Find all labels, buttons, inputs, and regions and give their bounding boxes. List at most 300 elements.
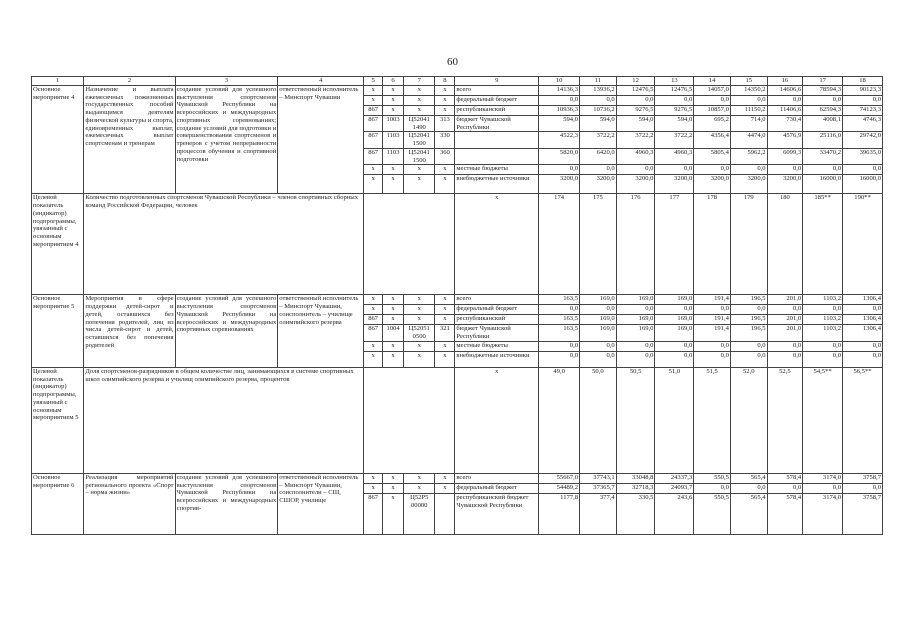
header-cell: 14 <box>694 77 731 86</box>
code-cell: x <box>435 351 455 367</box>
indicator-value-cell: 177 <box>655 194 694 295</box>
value-cell: 32718,3 <box>616 483 655 493</box>
value-cell: 11406,6 <box>767 105 803 115</box>
value-cell: 0,0 <box>580 165 617 175</box>
indicator-value-cell: 54,5** <box>803 367 843 473</box>
event-cell: Основное мероприятие 5 <box>32 295 84 368</box>
value-cell: 11150,2 <box>730 105 767 115</box>
code-cell: 1004 <box>383 325 404 342</box>
code-cell: x <box>383 493 404 534</box>
source-cell: республиканский <box>455 105 539 115</box>
value-cell: 3200,0 <box>655 175 694 194</box>
value-cell: 74123,3 <box>843 105 883 115</box>
value-cell: 4576,9 <box>767 132 803 149</box>
source-cell: всего <box>455 85 539 95</box>
value-cell: 14350,2 <box>730 85 767 95</box>
code-cell: x <box>404 95 435 105</box>
value-cell: 16000,0 <box>803 175 843 194</box>
indicator-value-cell: 179 <box>730 194 767 295</box>
code-cell: x <box>404 85 435 95</box>
value-cell: 196,5 <box>730 315 767 325</box>
code-cell: x <box>435 483 455 493</box>
indicator-value-cell: 185** <box>803 194 843 295</box>
source-cell: республиканский бюджет Чувашской Республики <box>455 493 539 534</box>
code-cell: x <box>364 175 383 194</box>
value-cell: 0,0 <box>730 483 767 493</box>
value-cell: 14606,6 <box>767 85 803 95</box>
value-cell: 0,0 <box>694 95 731 105</box>
value-cell: 714,0 <box>730 115 767 132</box>
value-cell: 25116,0 <box>803 132 843 149</box>
code-cell: x <box>364 473 383 483</box>
value-cell: 16000,0 <box>843 175 883 194</box>
source-cell: внебюджетные источники <box>455 175 539 194</box>
value-cell: 0,0 <box>803 351 843 367</box>
value-cell: 163,5 <box>539 325 580 342</box>
value-cell: 4474,0 <box>730 132 767 149</box>
value-cell: 3174,0 <box>803 473 843 483</box>
code-cell: x <box>435 295 455 305</box>
code-cell: x <box>383 175 404 194</box>
value-cell: 0,0 <box>843 165 883 175</box>
indicator-value-cell: 176 <box>616 194 655 295</box>
value-cell: 90123,3 <box>843 85 883 95</box>
code-cell: x <box>435 85 455 95</box>
code-cell: x <box>383 341 404 351</box>
value-cell: 0,0 <box>843 305 883 315</box>
header-cell: 3 <box>175 77 278 86</box>
code-cell: x <box>435 341 455 351</box>
code-cell: 867 <box>364 148 383 165</box>
value-cell: 0,0 <box>803 483 843 493</box>
value-cell: 39635,0 <box>843 148 883 165</box>
header-cell: 6 <box>383 77 404 86</box>
indicator-value-cell: 178 <box>694 194 731 295</box>
value-cell: 0,0 <box>539 305 580 315</box>
value-cell: 4960,3 <box>655 148 694 165</box>
value-cell: 0,0 <box>694 351 731 367</box>
value-cell: 0,0 <box>730 341 767 351</box>
value-cell: 695,2 <box>694 115 731 132</box>
code-cell: x <box>404 483 435 493</box>
value-cell: 12476,5 <box>616 85 655 95</box>
value-cell: 0,0 <box>616 165 655 175</box>
source-cell: федеральный бюджет <box>455 305 539 315</box>
code-cell: x <box>383 473 404 483</box>
value-cell: 330,5 <box>616 493 655 534</box>
source-cell: местные бюджеты <box>455 341 539 351</box>
header-cell: 8 <box>435 77 455 86</box>
code-cell: x <box>404 105 435 115</box>
value-cell: 169,0 <box>655 315 694 325</box>
value-cell: 169,0 <box>655 325 694 342</box>
source-cell: всего <box>455 473 539 483</box>
source-cell <box>455 132 539 149</box>
source-cell: бюджет Чувашской Республики <box>455 325 539 342</box>
indicator-value-cell: 174 <box>539 194 580 295</box>
value-cell: 55667,0 <box>539 473 580 483</box>
code-cell: 360 <box>435 148 455 165</box>
value-cell: 565,4 <box>730 473 767 483</box>
code-cell: Ц52P5 00000 <box>404 493 435 534</box>
value-cell: 4522,3 <box>539 132 580 149</box>
code-cell: x <box>435 105 455 115</box>
code-cell: 867 <box>364 105 383 115</box>
value-cell: 3722,2 <box>580 132 617 149</box>
responsible-cell: ответственный исполнитель – Минспорт Чувашии <box>278 85 364 194</box>
value-cell: 594,0 <box>655 115 694 132</box>
value-cell: 3200,0 <box>767 175 803 194</box>
table-row <box>32 295 883 305</box>
code-cell: 867 <box>364 115 383 132</box>
value-cell: 12476,5 <box>655 85 694 95</box>
value-cell: 201,0 <box>767 295 803 305</box>
value-cell: 0,0 <box>580 351 617 367</box>
value-cell: 3722,2 <box>655 132 694 149</box>
code-cell: x <box>364 295 383 305</box>
code-cell: 313 <box>435 115 455 132</box>
indicator-value-cell: 51,0 <box>655 367 694 473</box>
code-cell: x <box>383 305 404 315</box>
code-cell: x <box>383 351 404 367</box>
value-cell: 3758,7 <box>843 493 883 534</box>
value-cell: 0,0 <box>843 341 883 351</box>
code-cell: 867 <box>364 132 383 149</box>
value-cell: 0,0 <box>616 351 655 367</box>
value-cell: 0,0 <box>616 341 655 351</box>
indicator-blank-cell <box>364 367 455 473</box>
code-cell: x <box>383 105 404 115</box>
code-cell: 1103 <box>383 148 404 165</box>
value-cell: 10736,2 <box>580 105 617 115</box>
budget-table <box>31 76 883 535</box>
source-cell: федеральный бюджет <box>455 95 539 105</box>
value-cell: 13936,2 <box>580 85 617 95</box>
value-cell: 62594,3 <box>803 105 843 115</box>
value-cell: 10936,3 <box>539 105 580 115</box>
value-cell: 0,0 <box>580 95 617 105</box>
value-cell: 1103,2 <box>803 315 843 325</box>
indicator-value-cell: 52,5 <box>767 367 803 473</box>
value-cell: 0,0 <box>580 341 617 351</box>
indicator-value-cell: 180 <box>767 194 803 295</box>
source-cell: федеральный бюджет <box>455 483 539 493</box>
indicator-row <box>32 194 883 295</box>
value-cell: 0,0 <box>843 351 883 367</box>
header-cell: 2 <box>84 77 175 86</box>
source-cell: внебюджетные источники <box>455 351 539 367</box>
code-cell: x <box>383 483 404 493</box>
value-cell: 33470,2 <box>803 148 843 165</box>
value-cell: 4960,3 <box>616 148 655 165</box>
value-cell: 3200,0 <box>580 175 617 194</box>
value-cell: 191,4 <box>694 325 731 342</box>
code-cell: Ц52041 1500 <box>404 132 435 149</box>
value-cell: 37743,1 <box>580 473 617 483</box>
value-cell: 0,0 <box>767 165 803 175</box>
value-cell: 0,0 <box>655 351 694 367</box>
code-cell: x <box>404 305 435 315</box>
value-cell: 6099,3 <box>767 148 803 165</box>
value-cell: 0,0 <box>655 165 694 175</box>
value-cell: 1306,4 <box>843 315 883 325</box>
value-cell: 191,4 <box>694 315 731 325</box>
code-cell: x <box>435 165 455 175</box>
code-cell: x <box>404 165 435 175</box>
code-cell: x <box>435 473 455 483</box>
event-name-cell: Назначение и выплата ежемесячных пожизненных государственных пособий выдающимся деятелям физической культуры и спорта, единовременных выплат, ежемесячных выплат спортсменам и тренерам <box>84 85 175 194</box>
code-cell: x <box>364 305 383 315</box>
code-cell: x <box>435 305 455 315</box>
code-cell: x <box>404 315 435 325</box>
table-row <box>32 473 883 483</box>
event-cell: Основное мероприятие 6 <box>32 473 84 534</box>
header-cell: 10 <box>539 77 580 86</box>
value-cell: 3722,2 <box>616 132 655 149</box>
header-cell: 18 <box>843 77 883 86</box>
value-cell: 0,0 <box>767 95 803 105</box>
code-cell: x <box>383 165 404 175</box>
event-name-cell: Мероприятия в сфере поддержки детей-сирот и детей, оставшихся без попечения родителей, лиц из числа детей-сирот и детей, оставшихся без попечения родителей <box>84 295 175 368</box>
code-cell: x <box>435 175 455 194</box>
value-cell: 169,0 <box>580 315 617 325</box>
value-cell: 0,0 <box>655 95 694 105</box>
code-cell: 1103 <box>383 132 404 149</box>
value-cell: 0,0 <box>730 305 767 315</box>
header-cell: 13 <box>655 77 694 86</box>
value-cell: 78594,3 <box>803 85 843 95</box>
value-cell: 730,4 <box>767 115 803 132</box>
value-cell: 14057,0 <box>694 85 731 95</box>
value-cell: 0,0 <box>580 305 617 315</box>
indicator-value-cell: 50,0 <box>580 367 617 473</box>
value-cell: 0,0 <box>539 95 580 105</box>
value-cell: 0,0 <box>767 351 803 367</box>
goal-cell: создание условий для успешного выступления спортсменов Чувашской Республики на всероссийских и международных спортив- <box>175 473 278 534</box>
code-cell: 330 <box>435 132 455 149</box>
header-cell: 7 <box>404 77 435 86</box>
goal-cell: создание условий для успешного выступления спортсменов Чувашской Республики на всероссийских и международных спортивных соревнованиях; создание условий для подготовки и совершенствования спортсменов и тренеров с учетом непрерывности процессов обучения и спортивной подготовки <box>175 85 278 194</box>
value-cell: 594,0 <box>616 115 655 132</box>
value-cell: 169,0 <box>616 295 655 305</box>
value-cell: 578,4 <box>767 493 803 534</box>
code-cell <box>435 493 455 534</box>
table-row <box>32 85 883 95</box>
event-cell: Основное мероприятие 4 <box>32 85 84 194</box>
value-cell: 0,0 <box>803 165 843 175</box>
value-cell: 169,0 <box>580 295 617 305</box>
code-cell: Ц52041 1500 <box>404 148 435 165</box>
value-cell: 169,0 <box>580 325 617 342</box>
value-cell: 0,0 <box>655 305 694 315</box>
value-cell: 196,5 <box>730 325 767 342</box>
value-cell: 0,0 <box>803 95 843 105</box>
responsible-cell: ответственный исполнитель – Минспорт Чувашии, соисполнитель – училище олимпийского резерва <box>278 295 364 368</box>
value-cell: 9276,5 <box>616 105 655 115</box>
indicator-text-cell: Количество подготовленных спортсменов Чувашской Республики – членов спортивных сборных команд Российской Федерации, человек <box>84 194 364 295</box>
indicator-value-cell: 56,5** <box>843 367 883 473</box>
header-cell: 11 <box>580 77 617 86</box>
value-cell: 3200,0 <box>539 175 580 194</box>
code-cell: 1003 <box>383 115 404 132</box>
value-cell: 54489,2 <box>539 483 580 493</box>
value-cell: 4746,3 <box>843 115 883 132</box>
value-cell: 0,0 <box>767 305 803 315</box>
code-cell: x <box>404 473 435 483</box>
value-cell: 0,0 <box>694 305 731 315</box>
value-cell: 169,0 <box>655 295 694 305</box>
code-cell: x <box>383 85 404 95</box>
value-cell: 201,0 <box>767 325 803 342</box>
responsible-cell: ответственный исполнитель – Минспорт Чувашии, соисполнители – СШ, СШОР, училище <box>278 473 364 534</box>
source-cell: всего <box>455 295 539 305</box>
code-cell: x <box>404 351 435 367</box>
header-cell: 15 <box>730 77 767 86</box>
code-cell: x <box>404 341 435 351</box>
value-cell: 0,0 <box>803 305 843 315</box>
value-cell: 0,0 <box>539 341 580 351</box>
value-cell: 24337,3 <box>655 473 694 483</box>
header-cell: 1 <box>32 77 84 86</box>
value-cell: 578,4 <box>767 473 803 483</box>
value-cell: 29742,0 <box>843 132 883 149</box>
header-cell: 12 <box>616 77 655 86</box>
source-cell: местные бюджеты <box>455 165 539 175</box>
indicator-unit-cell: x <box>455 194 539 295</box>
event-name-cell: Реализация мероприятий регионального проекта «Спорт – норма жизни» <box>84 473 175 534</box>
indicator-unit-cell: x <box>455 367 539 473</box>
indicator-value-cell: 52,0 <box>730 367 767 473</box>
source-cell <box>455 148 539 165</box>
indicator-row <box>32 367 883 473</box>
value-cell: 3174,0 <box>803 493 843 534</box>
indicator-text-cell: Доля спортсменов-разрядников в общем количестве лиц, занимающихся в системе спортивных школ олимпийского резерва и училищ олимпийского резерва, процентов <box>84 367 364 473</box>
value-cell: 37365,7 <box>580 483 617 493</box>
value-cell: 0,0 <box>539 165 580 175</box>
value-cell: 9276,5 <box>655 105 694 115</box>
indicator-value-cell: 49,0 <box>539 367 580 473</box>
header-cell: 16 <box>767 77 803 86</box>
header-cell: 17 <box>803 77 843 86</box>
value-cell: 201,0 <box>767 315 803 325</box>
value-cell: 169,0 <box>616 315 655 325</box>
code-cell: 867 <box>364 493 383 534</box>
code-cell: x <box>383 295 404 305</box>
value-cell: 1103,2 <box>803 295 843 305</box>
value-cell: 1103,2 <box>803 325 843 342</box>
page-number: 60 <box>447 56 458 68</box>
value-cell: 3758,7 <box>843 473 883 483</box>
indicator-label-cell: Целевой показатель (индикатор) подпрограммы, увязанный с основным мероприятием 5 <box>32 367 84 473</box>
value-cell: 3200,0 <box>694 175 731 194</box>
indicator-blank-cell <box>364 194 455 295</box>
value-cell: 24093,7 <box>655 483 694 493</box>
indicator-label-cell: Целевой показатель (индикатор) подпрограммы, увязанный с основным мероприятием 4 <box>32 194 84 295</box>
value-cell: 0,0 <box>843 95 883 105</box>
goal-cell: создание условий для успешного выступления спортсменов Чувашской Республики на всероссийских и международных спортивных соревнованиях <box>175 295 278 368</box>
code-cell: x <box>364 351 383 367</box>
value-cell: 0,0 <box>803 341 843 351</box>
indicator-value-cell: 190** <box>843 194 883 295</box>
value-cell: 550,5 <box>694 493 731 534</box>
value-cell: 163,5 <box>539 315 580 325</box>
code-cell: x <box>364 483 383 493</box>
indicator-value-cell: 50,5 <box>616 367 655 473</box>
code-cell: 321 <box>435 325 455 342</box>
value-cell: 5962,2 <box>730 148 767 165</box>
value-cell: 0,0 <box>767 341 803 351</box>
value-cell: 14136,3 <box>539 85 580 95</box>
value-cell: 1306,4 <box>843 325 883 342</box>
value-cell: 163,5 <box>539 295 580 305</box>
code-cell: x <box>435 95 455 105</box>
value-cell: 33048,8 <box>616 473 655 483</box>
code-cell: x <box>364 95 383 105</box>
header-cell: 4 <box>278 77 364 86</box>
value-cell: 3200,0 <box>616 175 655 194</box>
value-cell: 0,0 <box>730 95 767 105</box>
value-cell: 10857,0 <box>694 105 731 115</box>
header-row <box>32 77 883 86</box>
indicator-value-cell: 175 <box>580 194 617 295</box>
value-cell: 0,0 <box>843 483 883 493</box>
value-cell: 550,5 <box>694 473 731 483</box>
code-cell: 867 <box>364 325 383 342</box>
value-cell: 0,0 <box>694 483 731 493</box>
code-cell: x <box>364 341 383 351</box>
value-cell: 243,6 <box>655 493 694 534</box>
code-cell: x <box>435 315 455 325</box>
value-cell: 0,0 <box>616 305 655 315</box>
indicator-value-cell: 51,5 <box>694 367 731 473</box>
value-cell: 4356,4 <box>694 132 731 149</box>
code-cell: x <box>404 175 435 194</box>
source-cell: бюджет Чувашской Республики <box>455 115 539 132</box>
value-cell: 4008,1 <box>803 115 843 132</box>
value-cell: 0,0 <box>694 165 731 175</box>
value-cell: 0,0 <box>730 351 767 367</box>
value-cell: 5820,0 <box>539 148 580 165</box>
value-cell: 1177,8 <box>539 493 580 534</box>
header-cell: 9 <box>455 77 539 86</box>
value-cell: 377,4 <box>580 493 617 534</box>
value-cell: 0,0 <box>616 95 655 105</box>
value-cell: 6420,0 <box>580 148 617 165</box>
code-cell: 867 <box>364 315 383 325</box>
value-cell: 594,0 <box>539 115 580 132</box>
code-cell: Ц52041 1490 <box>404 115 435 132</box>
code-cell: Ц52051 0500 <box>404 325 435 342</box>
code-cell: x <box>383 95 404 105</box>
code-cell: x <box>364 165 383 175</box>
source-cell: республиканский <box>455 315 539 325</box>
code-cell: x <box>364 85 383 95</box>
value-cell: 565,4 <box>730 493 767 534</box>
value-cell: 191,4 <box>694 295 731 305</box>
value-cell: 0,0 <box>539 351 580 367</box>
value-cell: 0,0 <box>655 341 694 351</box>
value-cell: 3200,0 <box>730 175 767 194</box>
code-cell: x <box>383 315 404 325</box>
value-cell: 169,0 <box>616 325 655 342</box>
value-cell: 196,5 <box>730 295 767 305</box>
value-cell: 1306,4 <box>843 295 883 305</box>
value-cell: 5805,4 <box>694 148 731 165</box>
value-cell: 0,0 <box>730 165 767 175</box>
code-cell: x <box>404 295 435 305</box>
value-cell: 0,0 <box>767 483 803 493</box>
value-cell: 594,0 <box>580 115 617 132</box>
